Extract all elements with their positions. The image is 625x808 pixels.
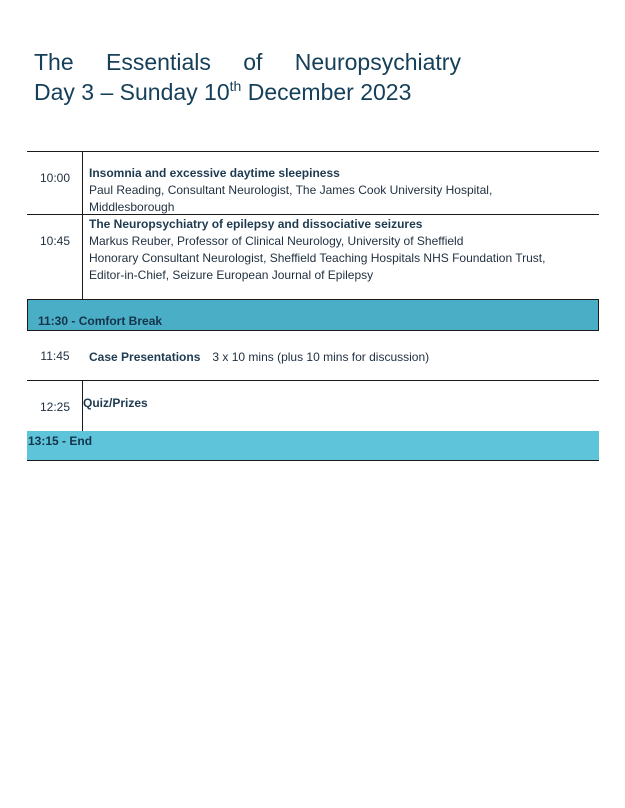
end-label: 13:15 - End bbox=[28, 434, 93, 448]
session-title: Quiz/Prizes bbox=[83, 396, 148, 410]
title-word: of bbox=[243, 49, 263, 75]
title-month-year: December 2023 bbox=[241, 79, 412, 105]
comfort-break-label: 11:30 - Comfort Break bbox=[38, 314, 163, 328]
column-divider bbox=[82, 215, 83, 299]
schedule-row-session-2 bbox=[27, 215, 599, 299]
schedule-row-session-3 bbox=[27, 331, 599, 381]
title-day-date: Day 3 – Sunday 10 bbox=[34, 79, 230, 105]
session-speaker-line: Honorary Consultant Neurologist, Sheffield Teaching Hospitals NHS Foundation Trust, bbox=[89, 251, 546, 265]
title-word: The bbox=[34, 49, 74, 75]
session-speaker-line: Middlesborough bbox=[89, 200, 175, 214]
schedule-table bbox=[27, 151, 599, 461]
session-content bbox=[89, 216, 591, 284]
session-time: 10:45 bbox=[39, 234, 71, 248]
schedule-row-session-4 bbox=[27, 381, 599, 431]
session-time: 10:00 bbox=[39, 171, 71, 185]
session-content bbox=[89, 165, 591, 216]
session-detail: 3 x 10 mins (plus 10 mins for discussion) bbox=[212, 350, 430, 364]
session-title: Case Presentations bbox=[89, 350, 201, 364]
session-time: 11:45 bbox=[40, 349, 70, 363]
session-time: 12:25 bbox=[39, 400, 71, 414]
session-title: Insomnia and excessive daytime sleepiness bbox=[89, 166, 340, 180]
title-date-suffix: th bbox=[229, 78, 242, 94]
title-word: Neuropsychiatry bbox=[294, 49, 461, 75]
title-line-2 bbox=[34, 77, 461, 107]
session-title: The Neuropsychiatry of epilepsy and dissociative seizures bbox=[89, 217, 423, 231]
column-divider bbox=[82, 152, 83, 214]
session-content bbox=[89, 349, 591, 366]
session-speaker-line: Editor-in-Chief, Seizure European Journal of Epilepsy bbox=[89, 268, 374, 282]
title-line-1 bbox=[34, 47, 461, 77]
title-word: Essentials bbox=[106, 49, 211, 75]
schedule-row-session-1 bbox=[27, 152, 599, 215]
session-content bbox=[83, 395, 591, 412]
end-row bbox=[27, 431, 599, 461]
session-speaker-line: Markus Reuber, Professor of Clinical Neurology, University of Sheffield bbox=[89, 234, 464, 248]
session-speaker-line: Paul Reading, Consultant Neurologist, The James Cook University Hospital, bbox=[89, 183, 493, 197]
comfort-break-row bbox=[27, 299, 599, 331]
page-title bbox=[34, 47, 461, 107]
